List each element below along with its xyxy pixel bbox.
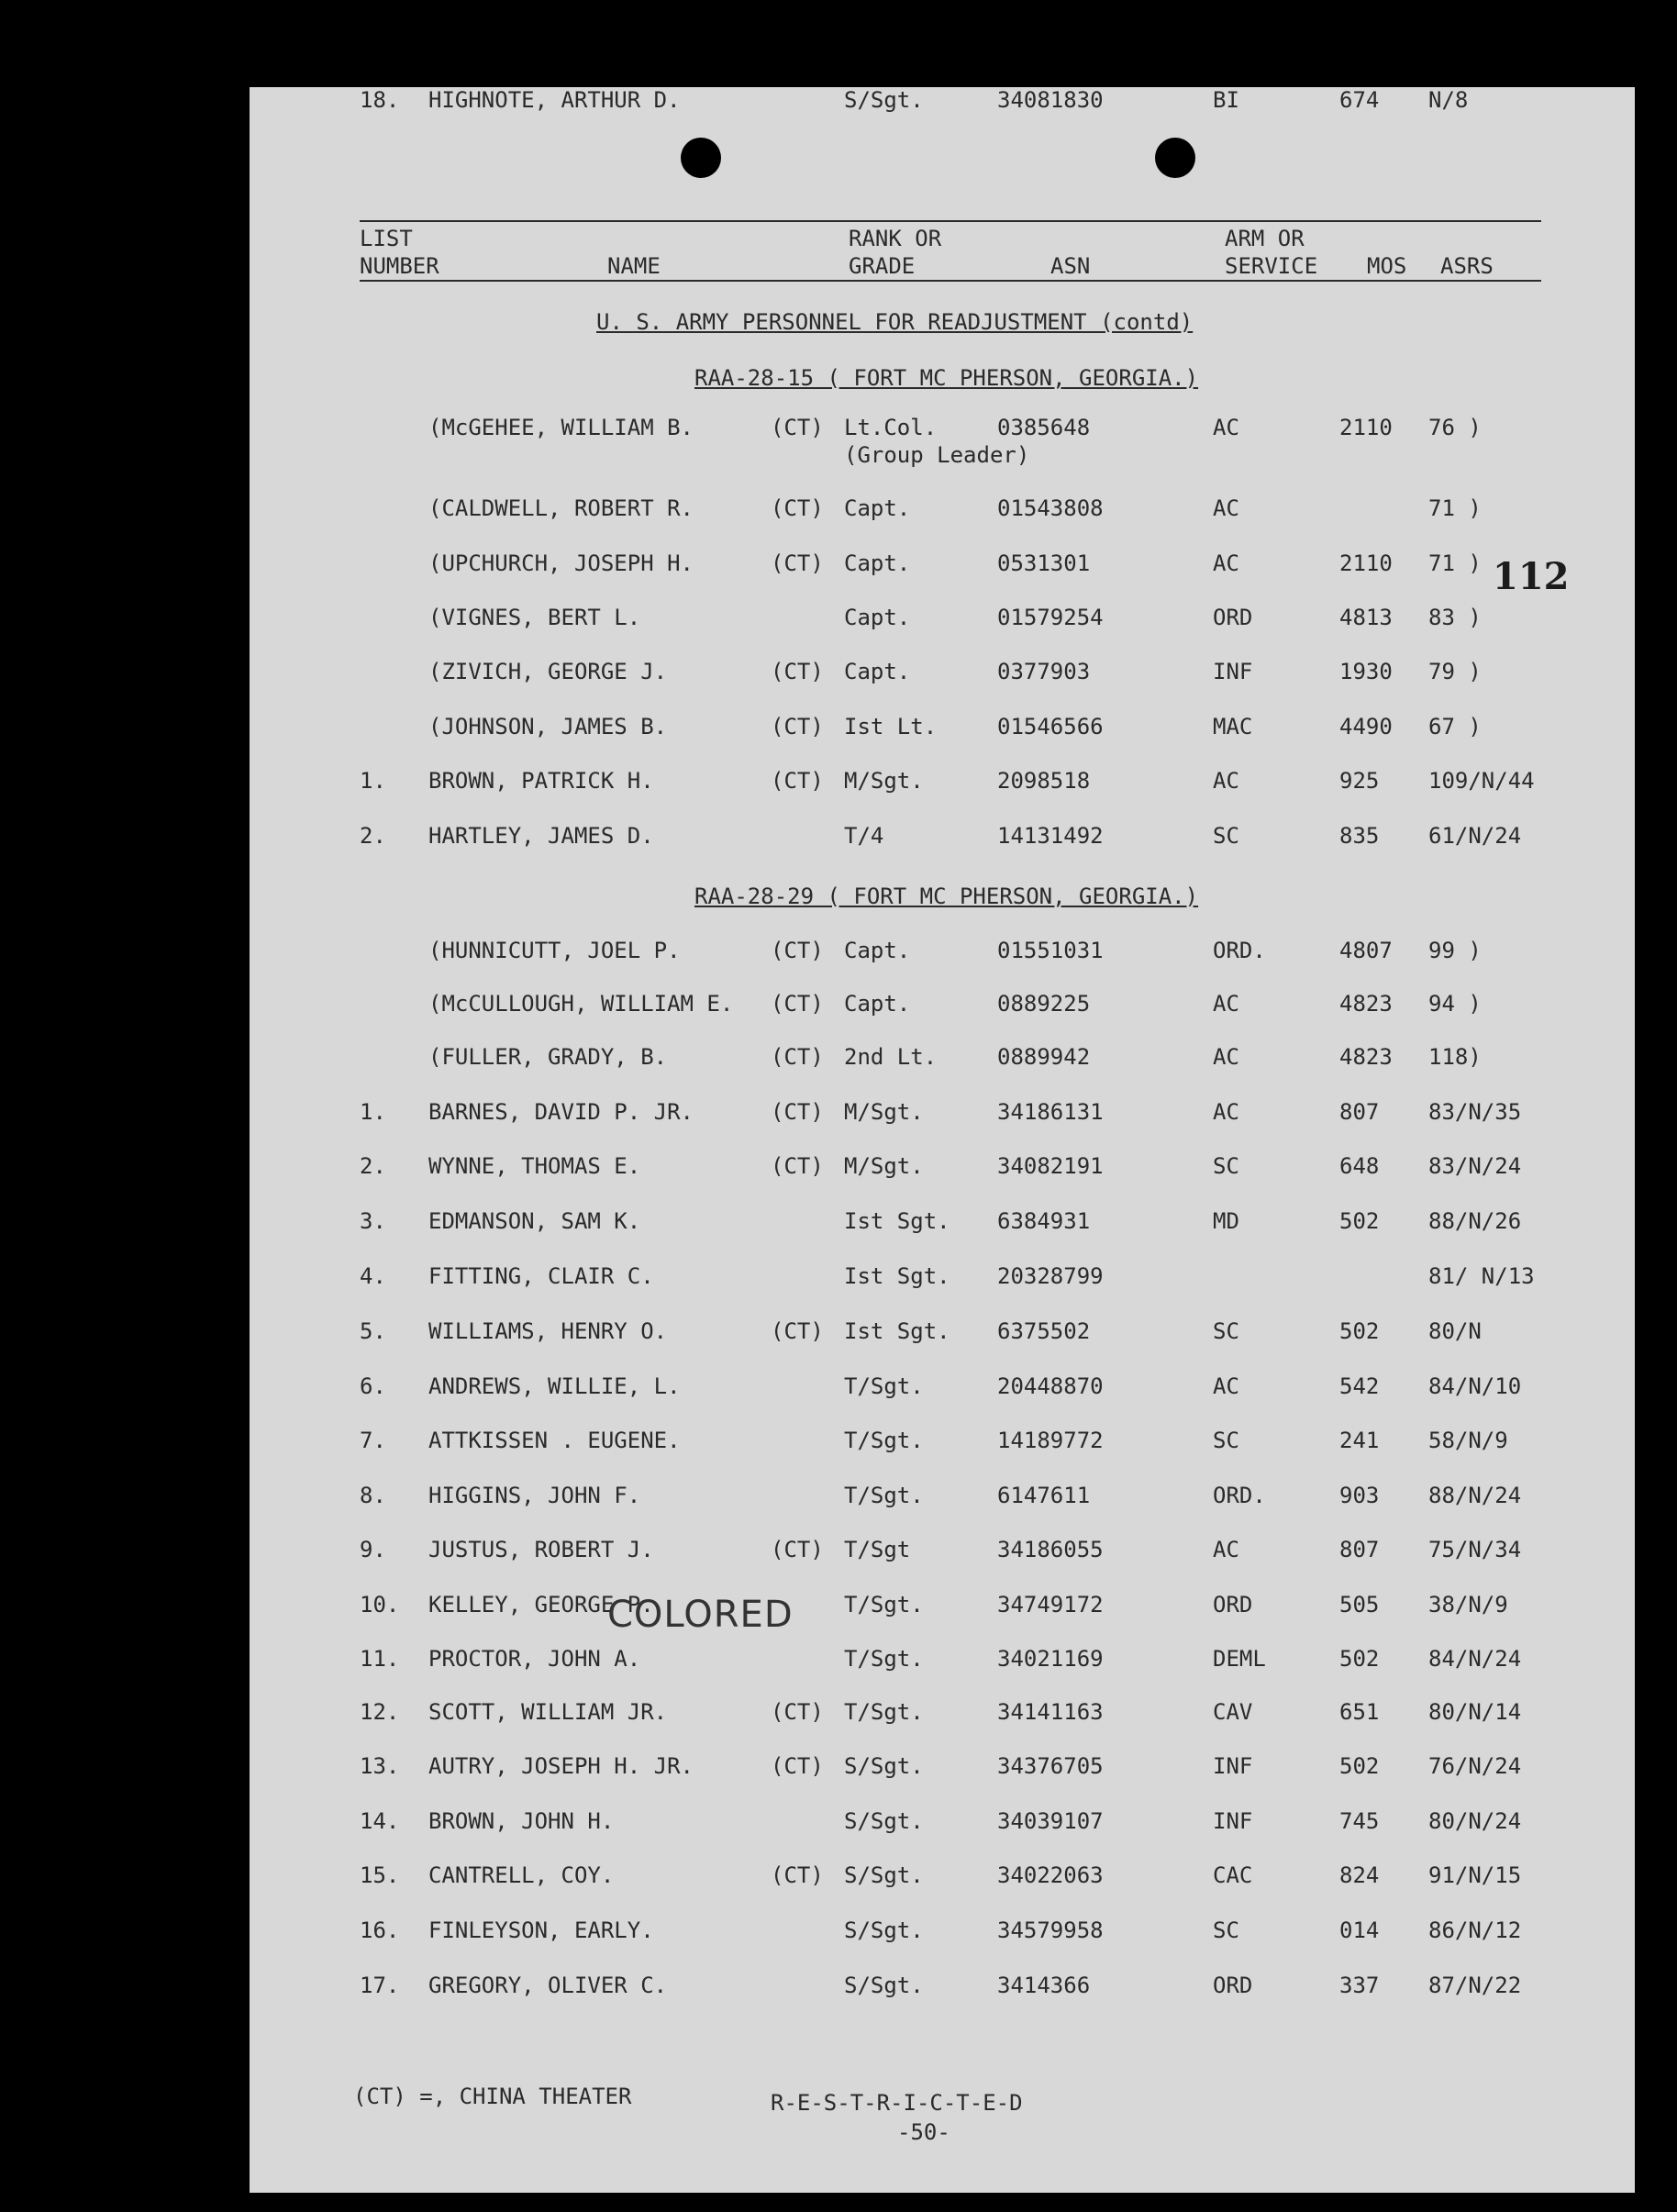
cell-list-number: 16. (360, 1917, 400, 1943)
cell-asn: 01551031 (997, 938, 1104, 963)
cell-rank: Ist Sgt. (844, 1318, 950, 1344)
cell-name: CANTRELL, COY. (428, 1862, 615, 1888)
cell-rank: S/Sgt. (844, 87, 924, 113)
cell-asn: 01543808 (997, 495, 1104, 521)
cell-rank: T/4 (844, 823, 884, 849)
cell-asrs: 88/N/24 (1428, 1483, 1522, 1508)
header-arm-line1: ARM OR (1225, 226, 1305, 251)
cell-mos: 807 (1339, 1537, 1380, 1562)
cell-asrs: 80/N (1428, 1318, 1482, 1344)
cell-arm: ORD. (1213, 938, 1266, 963)
cell-asn: 2098518 (997, 768, 1091, 794)
cell-rank: T/Sgt (844, 1537, 911, 1562)
cell-rank: Capt. (844, 495, 911, 521)
cell-arm: INF (1213, 1753, 1253, 1779)
cell-ct-mark: (CT) (771, 938, 824, 963)
cell-list-number: 17. (360, 1973, 400, 1998)
cell-arm: MD (1213, 1208, 1239, 1234)
cell-arm: CAC (1213, 1862, 1253, 1888)
cell-asn: 34081830 (997, 87, 1104, 113)
section-heading: RAA-28-15 ( FORT MC PHERSON, GEORGIA.) (694, 365, 1199, 391)
cell-name: ATTKISSEN . EUGENE. (428, 1428, 681, 1453)
cell-name: HIGGINS, JOHN F. (428, 1483, 641, 1508)
cell-ct-mark: (CT) (771, 768, 824, 794)
cell-asrs: 76 ) (1428, 415, 1482, 440)
cell-arm: SC (1213, 1153, 1239, 1179)
cell-list-number: 1. (360, 1099, 386, 1125)
cell-list-number: 8. (360, 1483, 386, 1508)
cell-asrs: 67 ) (1428, 714, 1482, 739)
cell-asrs: N/8 (1428, 87, 1469, 113)
cell-name: FITTING, CLAIR C. (428, 1263, 654, 1289)
document-page (250, 87, 1635, 2193)
cell-asn: 34749172 (997, 1592, 1104, 1617)
cell-name: (HUNNICUTT, JOEL P. (428, 938, 681, 963)
cell-rank: S/Sgt. (844, 1808, 924, 1834)
cell-asn: 34082191 (997, 1153, 1104, 1179)
cell-asn: 0889942 (997, 1044, 1091, 1070)
cell-asrs: 71 ) (1428, 550, 1482, 576)
cell-rank: T/Sgt. (844, 1646, 924, 1672)
header-rule-bottom (360, 280, 1541, 282)
section-heading: RAA-28-29 ( FORT MC PHERSON, GEORGIA.) (694, 884, 1199, 909)
cell-mos: 542 (1339, 1373, 1380, 1399)
cell-mos: 502 (1339, 1208, 1380, 1234)
cell-list-number: 3. (360, 1208, 386, 1234)
cell-rank: Capt. (844, 605, 911, 630)
cell-asn: 14131492 (997, 823, 1104, 849)
cell-arm: AC (1213, 1373, 1239, 1399)
cell-rank: Ist Lt. (844, 714, 938, 739)
cell-arm: AC (1213, 550, 1239, 576)
cell-name: HIGHNOTE, ARTHUR D. (428, 87, 681, 113)
footer-restricted: R-E-S-T-R-I-C-T-E-D (771, 2090, 1023, 2116)
colored-stamp: COLORED (607, 1594, 794, 1636)
punch-hole-right (1155, 138, 1195, 178)
cell-asn: 34376705 (997, 1753, 1104, 1779)
cell-ct-mark: (CT) (771, 991, 824, 1017)
cell-list-number: 1. (360, 768, 386, 794)
cell-asrs: 80/N/14 (1428, 1699, 1522, 1725)
cell-asn: 14189772 (997, 1428, 1104, 1453)
cell-asrs: 118) (1428, 1044, 1482, 1070)
cell-name: BARNES, DAVID P. JR. (428, 1099, 694, 1125)
cell-asrs: 87/N/22 (1428, 1973, 1522, 1998)
cell-asrs: 109/N/44 (1428, 768, 1535, 794)
cell-asn: 0531301 (997, 550, 1091, 576)
cell-name: BROWN, PATRICK H. (428, 768, 654, 794)
cell-arm: ORD (1213, 1592, 1253, 1617)
cell-ct-mark: (CT) (771, 1318, 824, 1344)
cell-asn: 34039107 (997, 1808, 1104, 1834)
cell-list-number: 10. (360, 1592, 400, 1617)
header-name: NAME (607, 253, 661, 279)
cell-mos: 4823 (1339, 991, 1393, 1017)
document-title: U. S. ARMY PERSONNEL FOR READJUSTMENT (contd) (596, 309, 1194, 335)
cell-rank: M/Sgt. (844, 768, 924, 794)
cell-mos: 502 (1339, 1646, 1380, 1672)
cell-arm: AC (1213, 495, 1239, 521)
cell-asrs: 86/N/12 (1428, 1917, 1522, 1943)
header-rank-line2: GRADE (849, 253, 916, 279)
cell-list-number: 6. (360, 1373, 386, 1399)
cell-mos: 745 (1339, 1808, 1380, 1834)
cell-rank: T/Sgt. (844, 1699, 924, 1725)
footer-legend: (CT) =, CHINA THEATER (353, 2084, 632, 2109)
cell-ct-mark: (CT) (771, 1537, 824, 1562)
cell-name: (McGEHEE, WILLIAM B. (428, 415, 694, 440)
cell-name: ANDREWS, WILLIE, L. (428, 1373, 681, 1399)
cell-ct-mark: (CT) (771, 1099, 824, 1125)
cell-rank: Capt. (844, 938, 911, 963)
side-page-number: 112 (1493, 555, 1570, 598)
cell-list-number: 11. (360, 1646, 400, 1672)
cell-asrs: 84/N/24 (1428, 1646, 1522, 1672)
cell-rank: T/Sgt. (844, 1373, 924, 1399)
cell-rank: Capt. (844, 659, 911, 684)
cell-name: PROCTOR, JOHN A. (428, 1646, 641, 1672)
cell-rank: Capt. (844, 991, 911, 1017)
cell-ct-mark: (CT) (771, 1753, 824, 1779)
cell-mos: 824 (1339, 1862, 1380, 1888)
cell-mos: 925 (1339, 768, 1380, 794)
cell-arm: AC (1213, 415, 1239, 440)
cell-arm: AC (1213, 991, 1239, 1017)
cell-arm: SC (1213, 1318, 1239, 1344)
cell-list-number: 4. (360, 1263, 386, 1289)
cell-name: GREGORY, OLIVER C. (428, 1973, 668, 1998)
cell-asrs: 79 ) (1428, 659, 1482, 684)
header-asrs: ASRS (1440, 253, 1494, 279)
cell-asrs: 83 ) (1428, 605, 1482, 630)
header-mos: MOS (1367, 253, 1407, 279)
cell-asn: 6375502 (997, 1318, 1091, 1344)
cell-mos: 2110 (1339, 415, 1393, 440)
cell-asn: 34186055 (997, 1537, 1104, 1562)
cell-arm: BI (1213, 87, 1239, 113)
cell-arm: INF (1213, 1808, 1253, 1834)
cell-asrs: 99 ) (1428, 938, 1482, 963)
cell-list-number: 2. (360, 1153, 386, 1179)
cell-rank: Ist Sgt. (844, 1263, 950, 1289)
header-list-line2: NUMBER (360, 253, 439, 279)
cell-list-number: 18. (360, 87, 400, 113)
cell-list-number: 13. (360, 1753, 400, 1779)
cell-rank: Capt. (844, 550, 911, 576)
cell-mos: 241 (1339, 1428, 1380, 1453)
cell-arm: ORD. (1213, 1483, 1266, 1508)
cell-rank: 2nd Lt. (844, 1044, 938, 1070)
cell-asrs: 71 ) (1428, 495, 1482, 521)
cell-arm: CAV (1213, 1699, 1253, 1725)
cell-asrs: 80/N/24 (1428, 1808, 1522, 1834)
cell-asrs: 81/ N/13 (1428, 1263, 1535, 1289)
cell-arm: AC (1213, 1099, 1239, 1125)
cell-asn: 34579958 (997, 1917, 1104, 1943)
cell-list-number: 14. (360, 1808, 400, 1834)
cell-asrs: 38/N/9 (1428, 1592, 1508, 1617)
cell-list-number: 7. (360, 1428, 386, 1453)
cell-asrs: 83/N/35 (1428, 1099, 1522, 1125)
cell-rank: M/Sgt. (844, 1153, 924, 1179)
cell-name: WYNNE, THOMAS E. (428, 1153, 641, 1179)
cell-mos: 505 (1339, 1592, 1380, 1617)
cell-list-number: 9. (360, 1537, 386, 1562)
cell-asn: 34022063 (997, 1862, 1104, 1888)
cell-name: (McCULLOUGH, WILLIAM E. (428, 991, 734, 1017)
cell-name: (VIGNES, BERT L. (428, 605, 641, 630)
cell-asn: 20328799 (997, 1263, 1104, 1289)
cell-rank: Lt.Col. (844, 415, 938, 440)
cell-list-number: 2. (360, 823, 386, 849)
cell-name: (ZIVICH, GEORGE J. (428, 659, 668, 684)
header-rank-line1: RANK OR (849, 226, 942, 251)
cell-rank: T/Sgt. (844, 1592, 924, 1617)
cell-ct-mark: (CT) (771, 1699, 824, 1725)
cell-rank: M/Sgt. (844, 1099, 924, 1125)
cell-mos: 502 (1339, 1753, 1380, 1779)
cell-mos: 337 (1339, 1973, 1380, 1998)
cell-asn: 0889225 (997, 991, 1091, 1017)
cell-name: KELLEY, GEORGE P. (428, 1592, 654, 1617)
cell-asn: 20448870 (997, 1373, 1104, 1399)
cell-asrs: 88/N/26 (1428, 1208, 1522, 1234)
cell-mos: 4490 (1339, 714, 1393, 739)
cell-mos: 1930 (1339, 659, 1393, 684)
cell-name: HARTLEY, JAMES D. (428, 823, 654, 849)
header-arm-line2: SERVICE (1225, 253, 1318, 279)
cell-rank: S/Sgt. (844, 1917, 924, 1943)
cell-name: BROWN, JOHN H. (428, 1808, 615, 1834)
cell-arm: SC (1213, 1428, 1239, 1453)
header-list-line1: LIST (360, 226, 413, 251)
cell-arm: AC (1213, 768, 1239, 794)
cell-asrs: 58/N/9 (1428, 1428, 1508, 1453)
cell-mos: 502 (1339, 1318, 1380, 1344)
cell-asrs: 91/N/15 (1428, 1862, 1522, 1888)
cell-name: WILLIAMS, HENRY O. (428, 1318, 668, 1344)
cell-rank-note: (Group Leader) (844, 442, 1030, 468)
cell-asrs: 94 ) (1428, 991, 1482, 1017)
cell-asn: 34021169 (997, 1646, 1104, 1672)
cell-rank: S/Sgt. (844, 1862, 924, 1888)
cell-name: JUSTUS, ROBERT J. (428, 1537, 654, 1562)
cell-asrs: 75/N/34 (1428, 1537, 1522, 1562)
cell-ct-mark: (CT) (771, 1862, 824, 1888)
cell-ct-mark: (CT) (771, 415, 824, 440)
cell-arm: SC (1213, 823, 1239, 849)
cell-asn: 6147611 (997, 1483, 1091, 1508)
cell-name: (FULLER, GRADY, B. (428, 1044, 668, 1070)
cell-arm: INF (1213, 659, 1253, 684)
cell-asrs: 76/N/24 (1428, 1753, 1522, 1779)
cell-arm: ORD (1213, 1973, 1253, 1998)
cell-arm: ORD (1213, 605, 1253, 630)
cell-list-number: 5. (360, 1318, 386, 1344)
cell-rank: T/Sgt. (844, 1483, 924, 1508)
cell-name: FINLEYSON, EARLY. (428, 1917, 654, 1943)
cell-list-number: 12. (360, 1699, 400, 1725)
cell-asn: 34141163 (997, 1699, 1104, 1725)
cell-arm: AC (1213, 1537, 1239, 1562)
cell-asrs: 83/N/24 (1428, 1153, 1522, 1179)
cell-list-number: 15. (360, 1862, 400, 1888)
cell-arm: SC (1213, 1917, 1239, 1943)
cell-rank: Ist Sgt. (844, 1208, 950, 1234)
cell-mos: 014 (1339, 1917, 1380, 1943)
cell-name: (JOHNSON, JAMES B. (428, 714, 668, 739)
cell-asrs: 84/N/10 (1428, 1373, 1522, 1399)
footer-page-number: -50- (897, 2119, 950, 2145)
cell-asn: 6384931 (997, 1208, 1091, 1234)
header-asn: ASN (1050, 253, 1091, 279)
cell-ct-mark: (CT) (771, 495, 824, 521)
cell-asrs: 61/N/24 (1428, 823, 1522, 849)
cell-asn: 34186131 (997, 1099, 1104, 1125)
cell-name: AUTRY, JOSEPH H. JR. (428, 1753, 694, 1779)
cell-name: (CALDWELL, ROBERT R. (428, 495, 694, 521)
cell-arm: AC (1213, 1044, 1239, 1070)
cell-asn: 3414366 (997, 1973, 1091, 1998)
cell-asn: 0377903 (997, 659, 1091, 684)
cell-mos: 835 (1339, 823, 1380, 849)
cell-name: EDMANSON, SAM K. (428, 1208, 641, 1234)
cell-asn: 0385648 (997, 415, 1091, 440)
cell-mos: 2110 (1339, 550, 1393, 576)
cell-mos: 807 (1339, 1099, 1380, 1125)
cell-mos: 651 (1339, 1699, 1380, 1725)
cell-mos: 903 (1339, 1483, 1380, 1508)
cell-mos: 4823 (1339, 1044, 1393, 1070)
cell-mos: 674 (1339, 87, 1380, 113)
cell-ct-mark: (CT) (771, 659, 824, 684)
cell-name: (UPCHURCH, JOSEPH H. (428, 550, 694, 576)
cell-ct-mark: (CT) (771, 550, 824, 576)
header-rule-top (360, 220, 1541, 222)
cell-asn: 01579254 (997, 605, 1104, 630)
cell-ct-mark: (CT) (771, 714, 824, 739)
cell-rank: S/Sgt. (844, 1973, 924, 1998)
cell-asn: 01546566 (997, 714, 1104, 739)
cell-arm: DEML (1213, 1646, 1266, 1672)
cell-name: SCOTT, WILLIAM JR. (428, 1699, 668, 1725)
cell-mos: 4807 (1339, 938, 1393, 963)
cell-mos: 648 (1339, 1153, 1380, 1179)
cell-ct-mark: (CT) (771, 1044, 824, 1070)
cell-arm: MAC (1213, 714, 1253, 739)
cell-ct-mark: (CT) (771, 1153, 824, 1179)
cell-rank: T/Sgt. (844, 1428, 924, 1453)
cell-rank: S/Sgt. (844, 1753, 924, 1779)
punch-hole-left (681, 138, 721, 178)
cell-mos: 4813 (1339, 605, 1393, 630)
